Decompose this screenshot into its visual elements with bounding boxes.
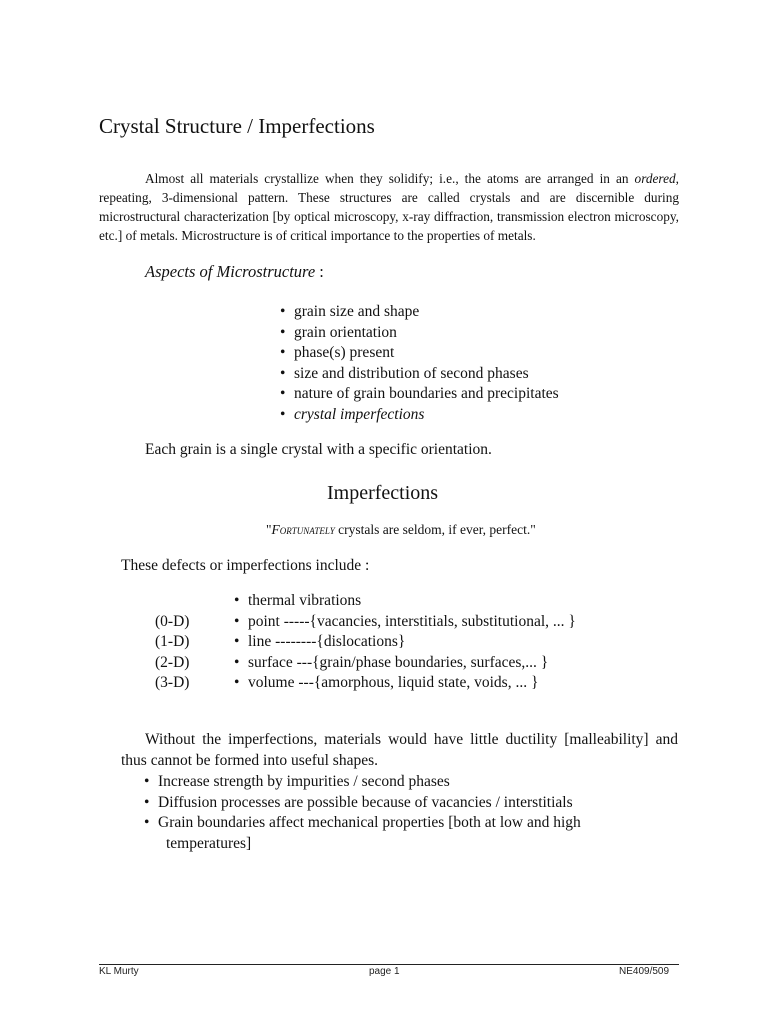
bullet-icon: •	[234, 592, 240, 609]
bullet-icon: •	[280, 344, 286, 361]
footer-author: KL Murty	[99, 966, 139, 977]
list-item	[144, 793, 581, 814]
defect-item-text: point -----{vacancies, interstitials, substitutional, ... }	[248, 612, 576, 630]
bullet-icon: •	[234, 653, 240, 671]
footer-page-number: page 1	[369, 966, 400, 977]
intro-text-2: , repeating, 3-dimensional pattern. These structures are called crystals and are discernible during microstructural characterization [by optical microscopy, x-ray diffraction, transmission electron microscopy, etc.] of metals. Microstructure is of critical importance to the properties of metals.	[99, 171, 679, 244]
list-item	[280, 323, 559, 344]
quote-open: "	[266, 522, 272, 537]
defect-dimension: (2-D)	[155, 653, 190, 671]
list-item-text: temperatures]	[166, 834, 252, 852]
defect-dimension: (0-D)	[155, 612, 190, 630]
section-title-imperfections: Imperfections	[327, 482, 439, 504]
defect-item	[234, 653, 548, 674]
list-item-text: Diffusion processes are possible because of vacancies / interstitials	[158, 793, 573, 811]
grain-note: Each grain is a single crystal with a specific orientation.	[145, 441, 492, 458]
defects-intro: These defects or imperfections include :	[121, 557, 370, 574]
defect-dimension: (1-D)	[155, 633, 190, 650]
quote-rest: crystals are seldom, if ever, perfect."	[334, 522, 536, 537]
quote-smallcaps: Fortunately	[271, 522, 335, 537]
intro-paragraph	[99, 169, 679, 245]
list-item	[280, 405, 559, 426]
bullet-icon: •	[234, 633, 240, 650]
footer-rule	[99, 964, 679, 965]
list-item	[280, 343, 559, 364]
list-item-text: grain orientation	[294, 323, 397, 341]
bullet-icon: •	[144, 814, 150, 831]
defect-item-text: volume ---{amorphous, liquid state, voids, ... }	[248, 674, 539, 691]
page-title: Crystal Structure / Imperfections	[99, 114, 375, 138]
list-item-text: Increase strength by impurities / second phases	[158, 773, 450, 790]
defect-item	[234, 612, 576, 633]
defect-item-text: line --------{dislocations}	[248, 633, 406, 650]
bullet-icon: •	[144, 773, 150, 790]
aspects-list	[280, 302, 559, 425]
bullet-icon: •	[234, 674, 240, 691]
without-paragraph-text: Without the imperfections, materials would have little ductility [malleability] and thus cannot be formed into useful shapes.	[121, 730, 678, 769]
bullet-icon: •	[280, 303, 286, 320]
intro-text-1: Almost all materials crystallize when they solidify; i.e., the atoms are arranged in an	[145, 171, 635, 187]
list-item-text: crystal imperfections	[294, 405, 425, 423]
list-item-text: size and distribution of second phases	[294, 364, 529, 382]
defect-dimension: (3-D)	[155, 674, 190, 691]
quote	[266, 522, 536, 538]
intro-ordered: ordered	[634, 171, 676, 187]
bullet-icon: •	[280, 323, 286, 341]
defect-item	[234, 673, 538, 694]
list-item-continuation	[144, 834, 581, 855]
aspects-heading-text: Aspects of Microstructure	[145, 262, 316, 281]
list-item-text: phase(s) present	[294, 344, 395, 361]
list-item	[280, 384, 559, 405]
list-item	[144, 813, 581, 834]
defect-item-text: surface ---{grain/phase boundaries, surfaces,... }	[248, 653, 549, 671]
bullet-icon: •	[144, 793, 150, 811]
bullet-icon: •	[234, 612, 240, 630]
aspects-heading	[145, 262, 324, 282]
bullet-icon: •	[280, 405, 286, 423]
list-item-text: Grain boundaries affect mechanical properties [both at low and high	[158, 814, 581, 831]
list-item	[144, 772, 581, 793]
effects-list	[144, 772, 581, 854]
footer-course: NE409/509	[619, 966, 670, 977]
bullet-icon: •	[280, 364, 286, 382]
defect-item	[234, 591, 361, 612]
defect-item	[234, 632, 405, 653]
list-item-text: nature of grain boundaries and precipitates	[294, 385, 559, 402]
without-paragraph	[121, 729, 678, 771]
list-item-text: grain size and shape	[294, 303, 420, 320]
aspects-heading-colon: :	[315, 262, 324, 281]
list-item	[280, 302, 559, 323]
defect-item-text: thermal vibrations	[248, 592, 362, 609]
list-item	[280, 364, 559, 385]
bullet-icon: •	[280, 385, 286, 402]
